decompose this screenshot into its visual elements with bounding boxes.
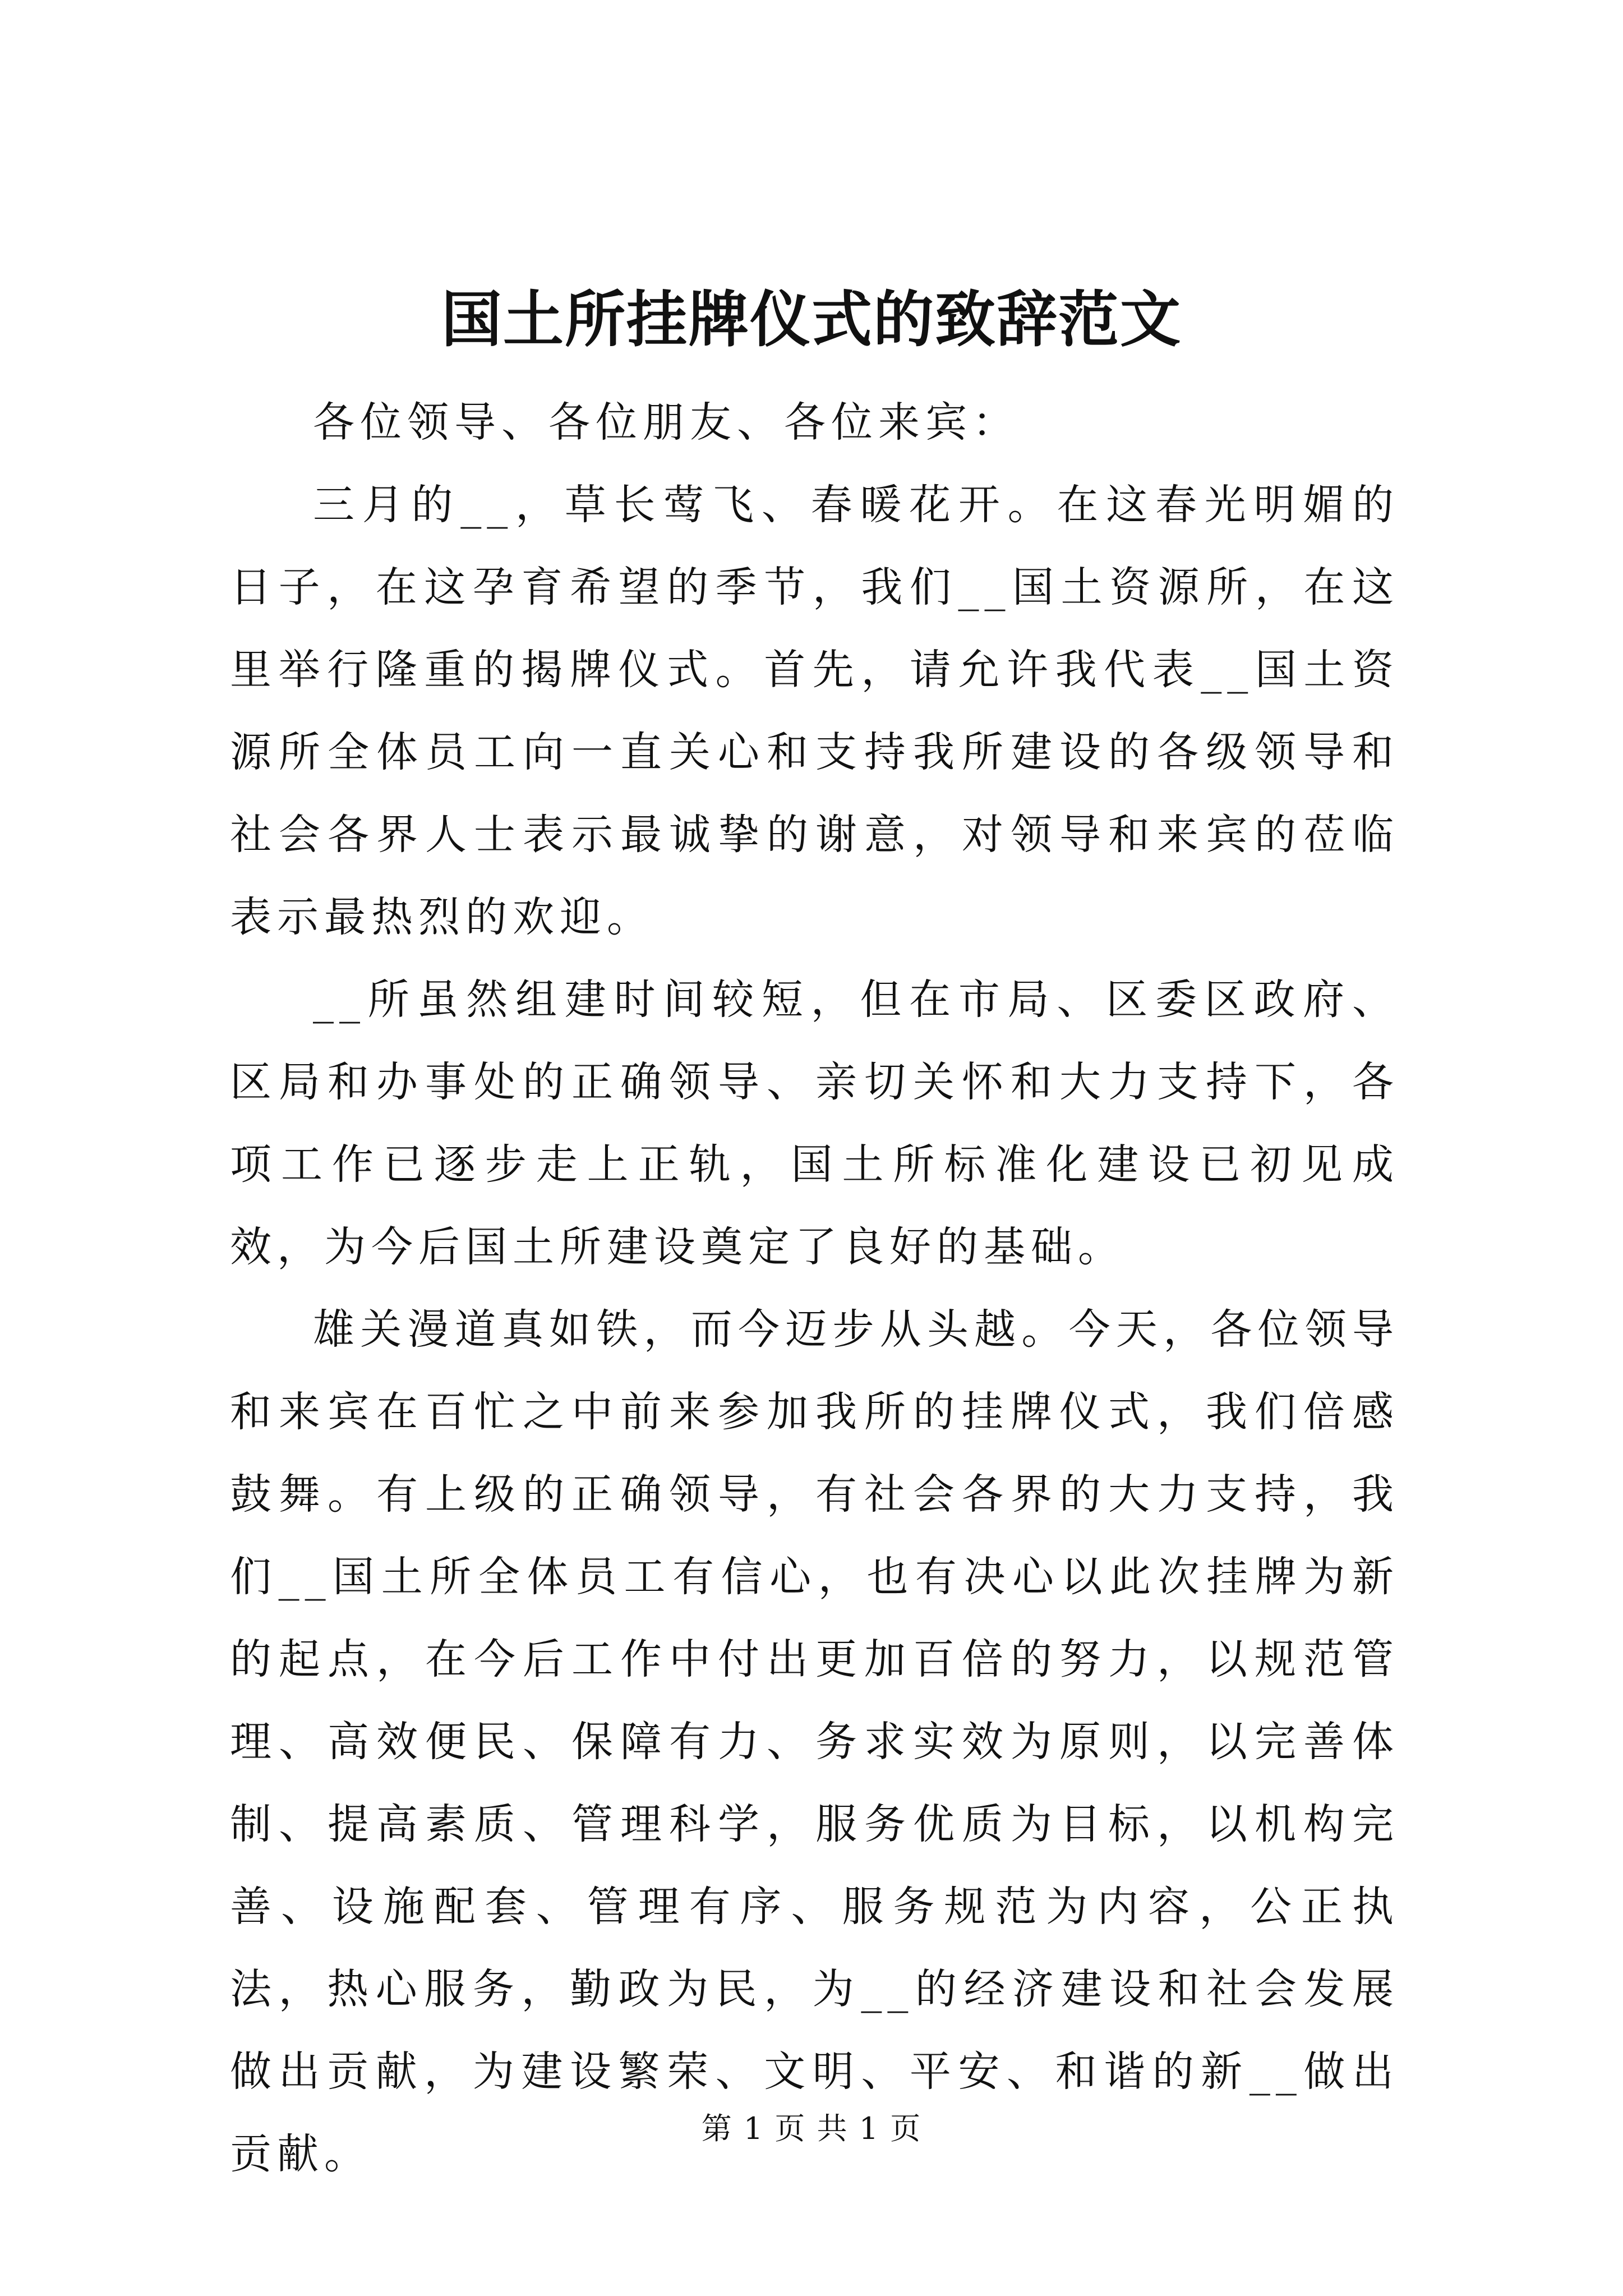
body-paragraph-2: __所虽然组建时间较短，但在市局、区委区政府、区局和办事处的正确领导、亲切关怀和大力支持下，各项工作已逐步走上正轨，国土所标准化建设已初见成效，为今后国土所建设奠定了良好的基础。	[230, 976, 1399, 1271]
document-title: 国土所挂牌仪式的致辞范文	[441, 284, 1182, 355]
body-paragraph-3: 雄关漫道真如铁，而今迈步从头越。今天，各位领导和来宾在百忙之中前来参加我所的挂牌仪式，我们倍感鼓舞。有上级的正确领导，有社会各界的大力支持，我们__国土所全体员工有信心，也有决心以此次挂牌为新的起点，在今后工作中付出更加百倍的努力，以规范管理、高效便民、保障有力、务求实效为原则，以完善体制、提高素质、管理科学，服务优质为目标，以机构完善、设施配套、管理有序、服务规范为内容，公正执法，热心服务，勤政为民，为__的经济建设和社会发展做出贡献，为建设繁荣、文明、平安、和谐的新__做出贡献。	[230, 1305, 1399, 2178]
page-number-footer: 第 1 页 共 1 页	[701, 2111, 922, 2146]
body-paragraph-1: 三月的__，草长莺飞、春暖花开。在这春光明媚的日子，在这孕育希望的季节，我们__国土资源所，在这里举行隆重的揭牌仪式。首先，请允许我代表__国土资源所全体员工向一直关心和支持我所建设的各级领导和社会各界人士表示最诚挚的谢意，对领导和来宾的莅临表示最热烈的欢迎。	[230, 481, 1399, 941]
salutation-paragraph: 各位领导、各位朋友、各位来宾：	[313, 398, 1020, 447]
document-body	[230, 381, 1399, 2196]
